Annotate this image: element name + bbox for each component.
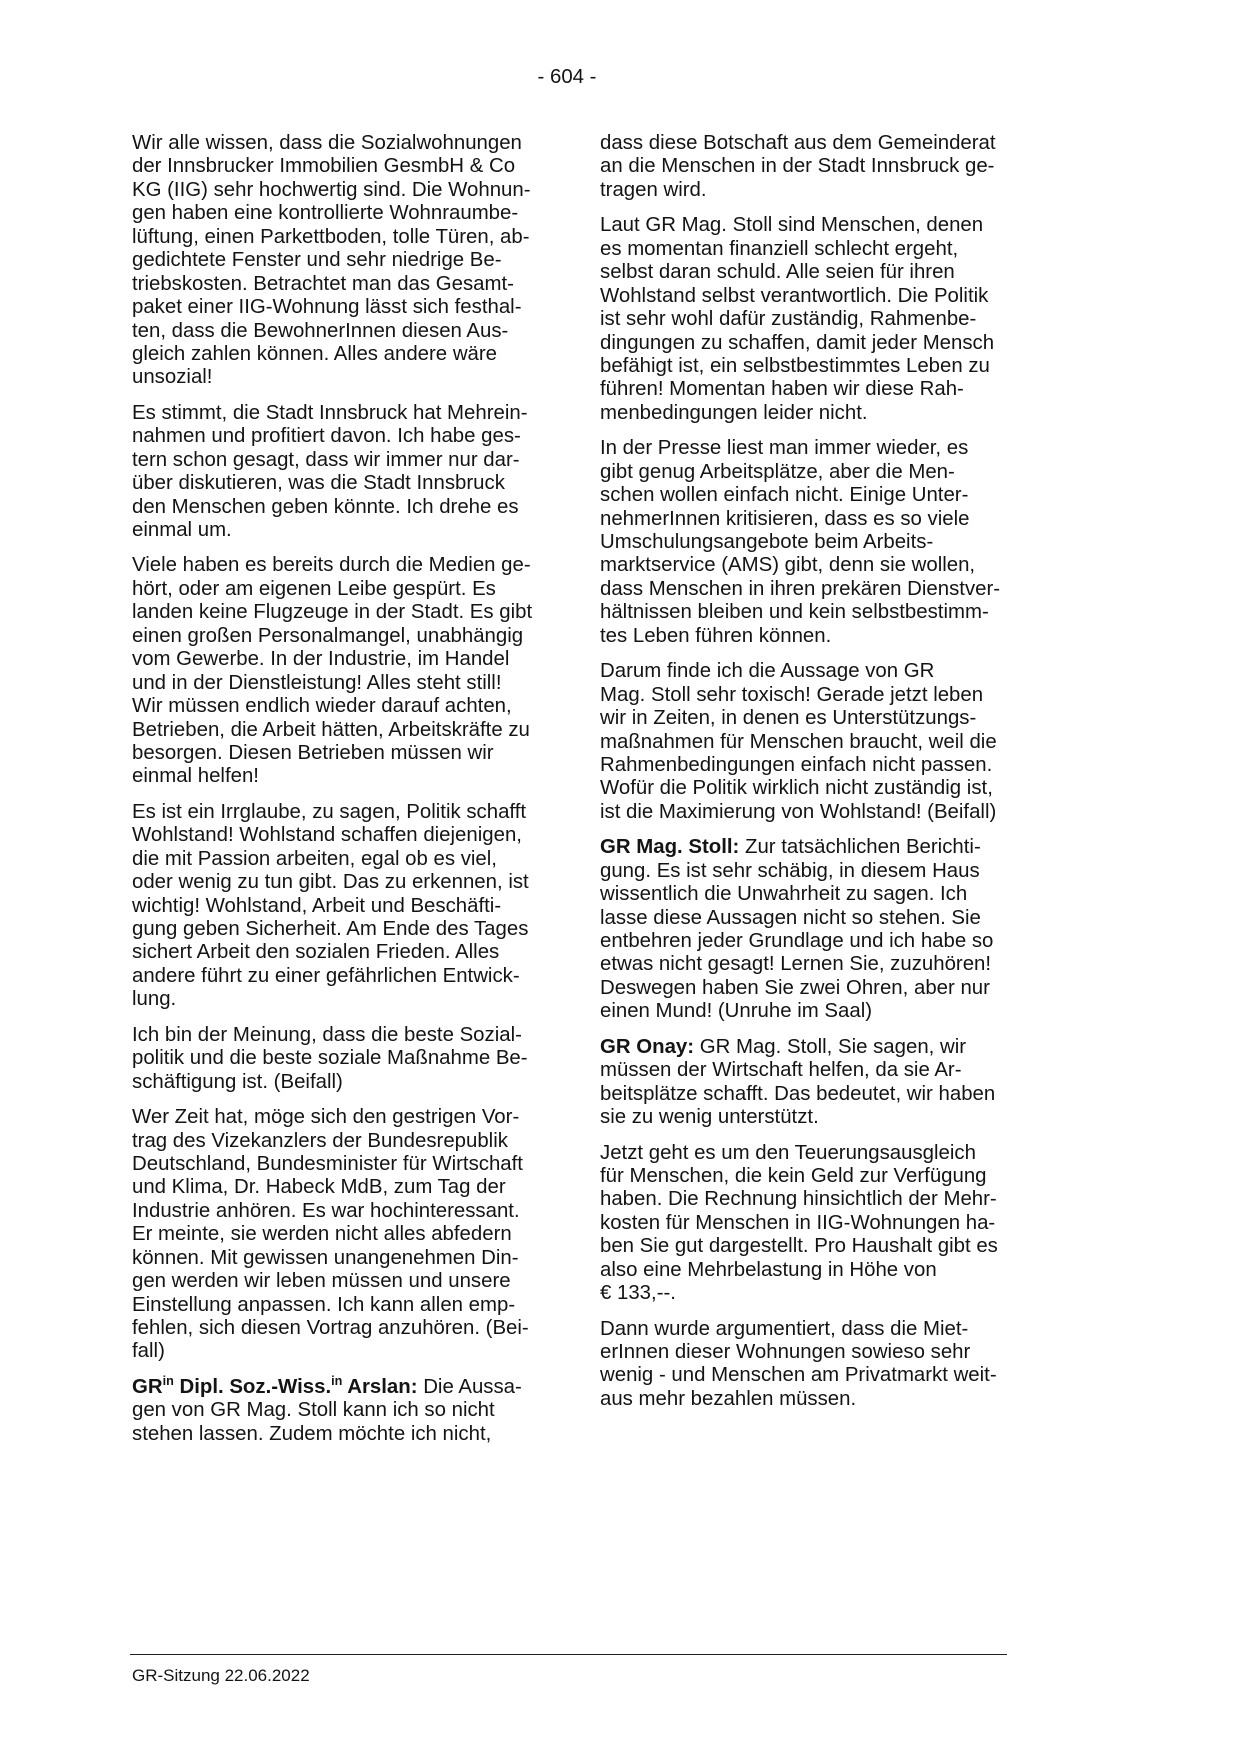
text-line: Betrieben, die Arbeit hätten, Arbeitskräfte zu xyxy=(132,718,530,741)
paragraph xyxy=(132,554,572,788)
text-line: gung geben Sicherheit. Am Ende des Tages xyxy=(132,918,529,940)
text-line: gibt genug Arbeitsplätze, aber die Men- xyxy=(600,460,955,483)
text-line: entbehren jeder Grundlage und ich habe so xyxy=(600,930,994,952)
text-line: Wohlstand! Wohlstand schaffen diejenigen, xyxy=(132,824,522,847)
text-line: wichtig! Wohlstand, Arbeit und Beschäfti- xyxy=(132,894,502,917)
text-line: oder wenig zu tun gibt. Das zu erkennen, ist xyxy=(132,871,529,894)
text-line: einmal helfen! xyxy=(132,765,259,788)
text-line: maßnahmen für Menschen braucht, weil die xyxy=(600,730,997,753)
text-line: etwas nicht gesagt! Lernen Sie, zuzuhören! xyxy=(600,953,992,976)
text-line: schen wollen einfach nicht. Einige Unter- xyxy=(600,484,969,507)
text-line: tern schon gesagt, dass wir immer nur dar- xyxy=(132,448,520,471)
text-line: einen großen Personalmangel, unabhängig xyxy=(132,624,524,647)
text-line: Es ist ein Irrglaube, zu sagen, Politik schafft xyxy=(132,800,527,823)
text-line: marktservice (AMS) gibt, denn sie wollen, xyxy=(600,554,976,577)
text-line: gedichtete Fenster und sehr niedrige Be- xyxy=(132,249,502,272)
text-line: ist die Maximierung von Wohlstand! (Beifall) xyxy=(600,800,997,823)
text-line: Viele haben es bereits durch die Medien ge- xyxy=(132,554,531,577)
text-line: Industrie anhören. Es war hochinteressant. xyxy=(132,1199,520,1222)
text-line: erInnen dieser Wohnungen sowieso sehr xyxy=(600,1341,971,1363)
paragraph xyxy=(132,801,572,1012)
paragraph xyxy=(132,1376,572,1446)
text-line: befähigt ist, ein selbstbestimmtes Leben zu xyxy=(600,354,990,377)
text-line: wenig - und Menschen am Privatmarkt weit- xyxy=(600,1364,997,1387)
text-line: ist sehr wohl dafür zuständig, Rahmenbe- xyxy=(600,308,977,331)
speaker-name xyxy=(132,1376,418,1398)
text-line: wissentlich die Unwahrheit zu sagen. Ich xyxy=(600,883,968,906)
text-line: Wofür die Politik wirklich nicht zuständig ist, xyxy=(600,777,993,800)
text-line: Ich bin der Meinung, dass die beste Sozial- xyxy=(132,1023,522,1046)
text-line: unsozial! xyxy=(132,366,213,389)
text-line: Deswegen haben Sie zwei Ohren, aber nur xyxy=(600,976,990,999)
text-line: trag des Vizekanzlers der Bundesrepublik xyxy=(132,1129,508,1152)
text-line: KG (IIG) sehr hochwertig sind. Die Wohnun- xyxy=(132,178,531,201)
speaker-name-part: Arslan: xyxy=(342,1375,418,1398)
text-line: andere führt zu einer gefährlichen Entwick- xyxy=(132,964,520,987)
text-line: sichert Arbeit den sozialen Frieden. Alles xyxy=(132,941,500,964)
text-line: selbst daran schuld. Alle seien für ihren xyxy=(600,261,955,284)
speaker-name-part: GR xyxy=(132,1375,163,1398)
text-line: menbedingungen leider nicht. xyxy=(600,401,868,424)
text-line: gen von GR Mag. Stoll kann ich so nicht xyxy=(132,1399,495,1422)
text-line: haben. Die Rechnung hinsichtlich der Mehr- xyxy=(600,1188,997,1211)
text-line: besorgen. Diesen Betrieben müssen wir xyxy=(132,741,494,764)
text-line: gleich zahlen können. Alles andere wäre xyxy=(132,342,498,365)
text-line: kosten für Menschen in IIG-Wohnungen ha- xyxy=(600,1211,996,1234)
text-line: Mag. Stoll sehr toxisch! Gerade jetzt leben xyxy=(600,683,984,706)
text-line: lasse diese Aussagen nicht so stehen. Sie xyxy=(600,906,981,929)
text-line: wir in Zeiten, in denen es Unterstützungs- xyxy=(600,707,977,730)
text-line: Wir alle wissen, dass die Sozialwohnungen xyxy=(132,132,522,154)
text-line: politik und die beste soziale Maßnahme Be- xyxy=(132,1047,528,1070)
paragraph xyxy=(132,1106,572,1364)
text-line: die mit Passion arbeiten, egal ob es viel, xyxy=(132,847,497,870)
paragraph xyxy=(600,132,1060,202)
text-line: ben Sie gut dargestellt. Pro Haushalt gibt es xyxy=(600,1235,998,1258)
speaker-name-part: GR Onay: xyxy=(600,1035,695,1058)
text-line: fall) xyxy=(132,1340,165,1363)
line-text: Zur tatsächlichen Berichti- xyxy=(745,836,981,859)
text-line: In der Presse liest man immer wieder, es xyxy=(600,437,969,460)
speaker-title-superscript: in xyxy=(162,1374,174,1389)
text-line xyxy=(600,1036,1060,1059)
paragraph xyxy=(600,660,1060,824)
paragraph xyxy=(600,437,1060,648)
text-line: können. Mit gewissen unangenehmen Din- xyxy=(132,1246,519,1269)
text-line: schäftigung ist. (Beifall) xyxy=(132,1070,343,1093)
paragraph xyxy=(132,1024,572,1094)
text-line: gen haben eine kontrollierte Wohnraumbe- xyxy=(132,202,519,225)
text-column-left xyxy=(132,132,572,1458)
text-line: müssen der Wirtschaft helfen, da sie Ar- xyxy=(600,1059,962,1082)
text-line: es momentan finanziell schlecht ergeht, xyxy=(600,237,959,260)
text-line: dass Menschen in ihren prekären Dienstver- xyxy=(600,577,1001,600)
text-line: gen werden wir leben müssen und unsere xyxy=(132,1270,511,1293)
text-line: und Klima, Dr. Habeck MdB, zum Tag der xyxy=(132,1176,506,1199)
paragraph xyxy=(600,1318,1060,1412)
text-line: für Menschen, die kein Geld zur Verfügung xyxy=(600,1164,987,1187)
text-line: an die Menschen in der Stadt Innsbruck ge- xyxy=(600,155,995,178)
footer-divider xyxy=(130,1654,1007,1655)
text-line: Umschulungsangebote beim Arbeits- xyxy=(600,531,934,553)
text-line: beitsplätze schafft. Das bedeutet, wir haben xyxy=(600,1082,996,1105)
text-line: Er meinte, sie werden nicht alles abfedern xyxy=(132,1223,512,1246)
speaker-title-superscript: in xyxy=(331,1374,343,1389)
line-text: GR Mag. Stoll, Sie sagen, wir xyxy=(699,1035,967,1058)
text-line: dass diese Botschaft aus dem Gemeinderat xyxy=(600,132,996,154)
text-line: aus mehr bezahlen müssen. xyxy=(600,1387,857,1410)
text-line: ten, dass die BewohnerInnen diesen Aus- xyxy=(132,319,509,342)
paragraph xyxy=(600,1142,1060,1306)
text-line: und in der Dienstleistung! Alles steht still! xyxy=(132,671,502,694)
text-line: hört, oder am eigenen Leibe gespürt. Es xyxy=(132,577,496,600)
text-line: einmal um. xyxy=(132,519,232,541)
speaker-name xyxy=(600,836,739,858)
paragraph xyxy=(600,214,1060,425)
text-line: lung. xyxy=(132,988,177,1011)
text-line: den Menschen geben könnte. Ich drehe es xyxy=(132,495,519,518)
text-line: landen keine Flugzeuge in der Stadt. Es gibt xyxy=(132,601,533,624)
text-line: Darum finde ich die Aussage von GR xyxy=(600,660,935,683)
text-line: Jetzt geht es um den Teuerungsausgleich xyxy=(600,1141,976,1164)
text-line: hältnissen bleiben und kein selbstbestimm- xyxy=(600,601,989,624)
text-line: Dann wurde argumentiert, dass die Miet- xyxy=(600,1317,969,1340)
text-line: vom Gewerbe. In der Industrie, im Handel xyxy=(132,648,510,671)
text-line: einen Mund! (Unruhe im Saal) xyxy=(600,1000,873,1023)
page-number: - 604 - xyxy=(537,66,597,88)
text-column-right xyxy=(600,132,1060,1423)
text-line: tes Leben führen können. xyxy=(600,624,832,647)
text-line: nehmerInnen kritisieren, dass es so viele xyxy=(600,507,970,530)
text-line: fehlen, sich diesen Vortrag anzuhören. (Bei- xyxy=(132,1317,529,1339)
text-line: Deutschland, Bundesminister für Wirtschaft xyxy=(132,1152,523,1175)
text-line: paket einer IIG-Wohnung lässt sich festhal- xyxy=(132,296,522,319)
text-line: gung. Es ist sehr schäbig, in diesem Haus xyxy=(600,859,980,882)
speaker-name-part: Dipl. Soz.-Wiss. xyxy=(173,1375,332,1398)
text-line: der Innsbrucker Immobilien GesmbH & Co xyxy=(132,155,516,178)
text-line: lüftung, einen Parkettboden, tolle Türen, ab- xyxy=(132,225,530,248)
text-line: also eine Mehrbelastung in Höhe von xyxy=(600,1258,937,1281)
text-line: nahmen und profitiert davon. Ich habe ges- xyxy=(132,425,521,448)
text-line xyxy=(600,836,1060,859)
paragraph xyxy=(600,1036,1060,1130)
speaker-name xyxy=(600,1036,694,1058)
text-line: führen! Momentan haben wir diese Rah- xyxy=(600,378,964,401)
text-line: stehen lassen. Zudem möchte ich nicht, xyxy=(132,1422,492,1445)
speaker-name-part: GR Mag. Stoll: xyxy=(600,836,740,859)
footer-text: GR-Sitzung 22.06.2022 xyxy=(132,1666,310,1685)
paragraph xyxy=(132,132,572,390)
text-line: Einstellung anpassen. Ich kann allen emp- xyxy=(132,1293,516,1316)
line-text: Die Aussa- xyxy=(423,1375,522,1398)
paragraph xyxy=(600,836,1060,1024)
text-line: Wohlstand selbst verantwortlich. Die Politik xyxy=(600,284,989,307)
text-line: tragen wird. xyxy=(600,178,707,201)
text-line: triebskosten. Betrachtet man das Gesamt- xyxy=(132,272,514,295)
text-line: über diskutieren, was die Stadt Innsbruck xyxy=(132,472,505,495)
text-line: € 133,--. xyxy=(600,1282,676,1305)
text-line: sie zu wenig unterstützt. xyxy=(600,1106,819,1129)
text-line: Laut GR Mag. Stoll sind Menschen, denen xyxy=(600,214,984,237)
text-line: dingungen zu schaffen, damit jeder Mensch xyxy=(600,331,995,354)
text-line xyxy=(132,1376,572,1399)
text-line: Es stimmt, die Stadt Innsbruck hat Mehrein- xyxy=(132,401,528,424)
text-line: Wer Zeit hat, möge sich den gestrigen Vor- xyxy=(132,1106,520,1129)
text-line: Wir müssen endlich wieder darauf achten, xyxy=(132,695,512,718)
paragraph xyxy=(132,402,572,543)
text-line: Rahmenbedingungen einfach nicht passen. xyxy=(600,753,993,776)
